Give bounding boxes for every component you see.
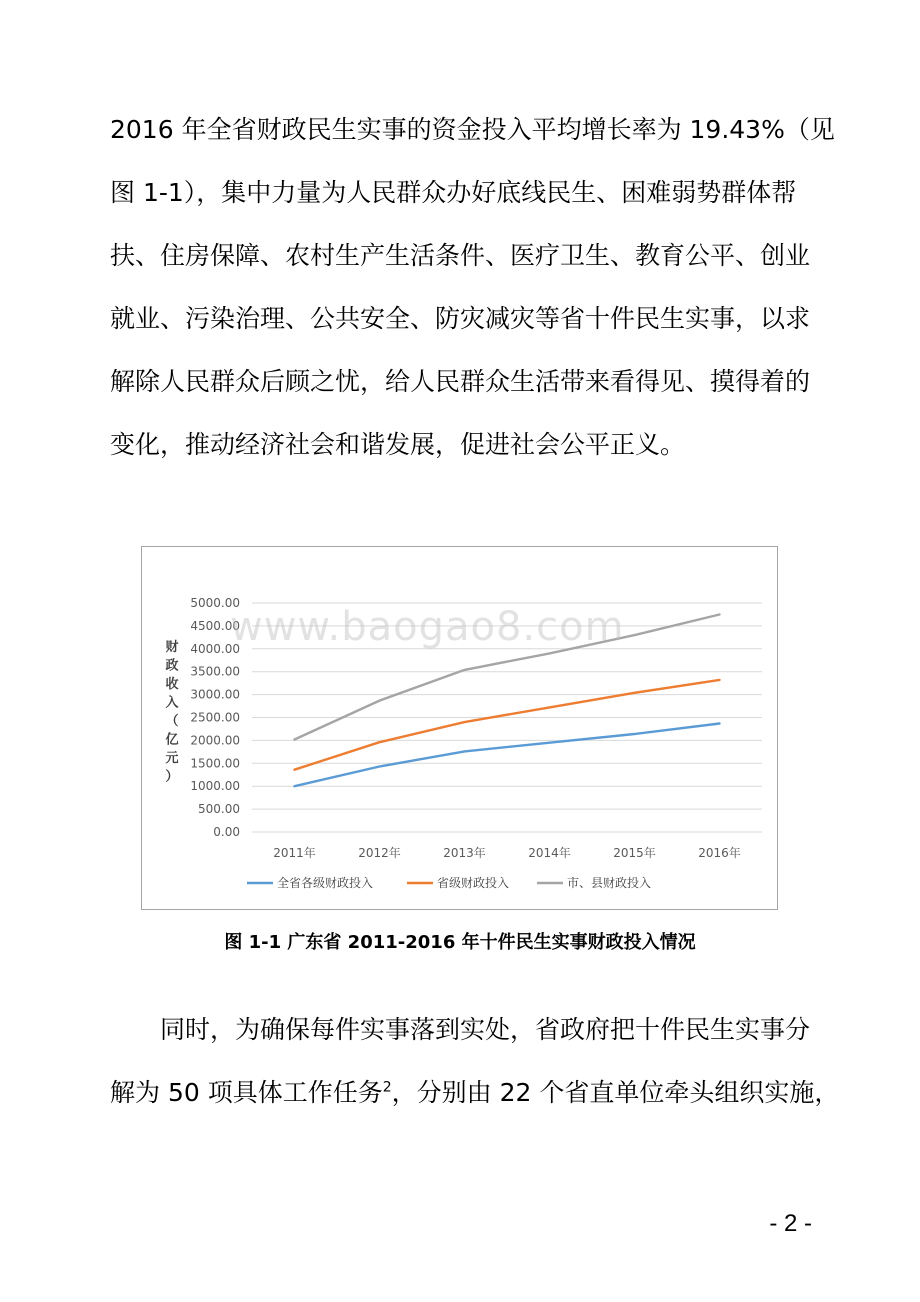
data-point [633, 732, 637, 736]
text-line: 扶、住房保障、农村生产生活条件、医疗卫生、教育公平、创业 [110, 241, 811, 270]
data-point [293, 784, 297, 788]
data-point [718, 678, 722, 682]
text-line: 解除人民群众后顾之忧，给人民群众生活带来看得见、摸得着的 [110, 367, 811, 396]
watermark: www.baogao8.com [230, 604, 625, 650]
text-line: 2016 年全省财政民生实事的资金投入平均增长率为 19.43%（见 [110, 115, 835, 144]
y-tick-label: 3500.00 [190, 664, 240, 679]
y-tick-label: 4000.00 [190, 641, 240, 656]
x-tick-label: 2015年 [613, 846, 656, 860]
data-point [548, 741, 552, 745]
y-axis-label-char: 政 [165, 658, 179, 674]
text-line: 变化，推动经济社会和谐发展，促进社会公平正义。 [110, 430, 686, 459]
paragraph-2 [110, 998, 840, 1124]
series-line [295, 680, 720, 770]
legend-label: 省级财政投入 [437, 876, 510, 890]
data-point [633, 633, 637, 637]
chart-frame [141, 546, 778, 910]
y-axis-label-char: 收 [165, 677, 179, 692]
data-point [293, 737, 297, 741]
y-tick-label: 1500.00 [190, 756, 240, 771]
x-tick-label: 2016年 [698, 846, 741, 860]
y-tick-label: 2000.00 [190, 733, 240, 748]
x-tick-label: 2014年 [528, 846, 571, 860]
y-tick-label: 4500.00 [190, 618, 240, 633]
data-point [463, 749, 467, 753]
y-axis-label-char: （ [165, 714, 179, 729]
data-point [718, 721, 722, 725]
y-axis-label-char: 亿 [165, 732, 179, 748]
x-tick-label: 2011年 [273, 846, 316, 860]
y-tick-label: 0.00 [213, 825, 240, 839]
y-axis-label-char: 入 [165, 695, 179, 711]
text-fragment: ，分别由 22 个省直单位牵头组织实施， [391, 1078, 840, 1107]
data-point [378, 765, 382, 769]
data-point [293, 768, 297, 772]
text-line: 同时，为确保每件实事落到实处，省政府把十件民生实事分 [160, 1015, 811, 1044]
text-line: 就业、污染治理、公共安全、防灾减灾等省十件民生实事，以求 [110, 304, 811, 333]
line-chart [142, 547, 779, 911]
y-axis-label-char: ） [165, 769, 179, 785]
y-tick-label: 500.00 [198, 802, 240, 817]
x-tick-label: 2013年 [443, 846, 486, 860]
paragraph-1 [110, 98, 835, 476]
data-point [378, 740, 382, 744]
legend-label: 市、县财政投入 [567, 876, 652, 890]
series-line [295, 724, 720, 787]
y-tick-label: 2500.00 [190, 710, 240, 725]
data-point [548, 705, 552, 709]
y-tick-label: 1000.00 [190, 779, 240, 794]
footnote-marker[interactable]: 2 [382, 1079, 392, 1096]
page-number: - 2 - [769, 1210, 812, 1237]
data-point [548, 651, 552, 655]
text-fragment: 解为 50 项具体工作任务 [110, 1078, 383, 1107]
y-axis-label-char: 元 [165, 751, 179, 766]
y-tick-label: 3000.00 [190, 687, 240, 702]
text-line [110, 1061, 840, 1124]
legend-label: 全省各级财政投入 [277, 876, 374, 890]
data-point [633, 691, 637, 695]
data-point [378, 699, 382, 703]
text-line: 图 1-1），集中力量为人民群众办好底线民生、困难弱势群体帮 [110, 178, 797, 207]
data-point [718, 612, 722, 616]
data-point [463, 668, 467, 672]
x-tick-label: 2012年 [358, 846, 401, 860]
y-tick-label: 5000.00 [190, 596, 240, 610]
y-axis-label-char: 财 [165, 640, 179, 655]
data-point [463, 720, 467, 724]
figure-caption: 图 1-1 广东省 2011-2016 年十件民生实事财政投入情况 [224, 932, 696, 953]
